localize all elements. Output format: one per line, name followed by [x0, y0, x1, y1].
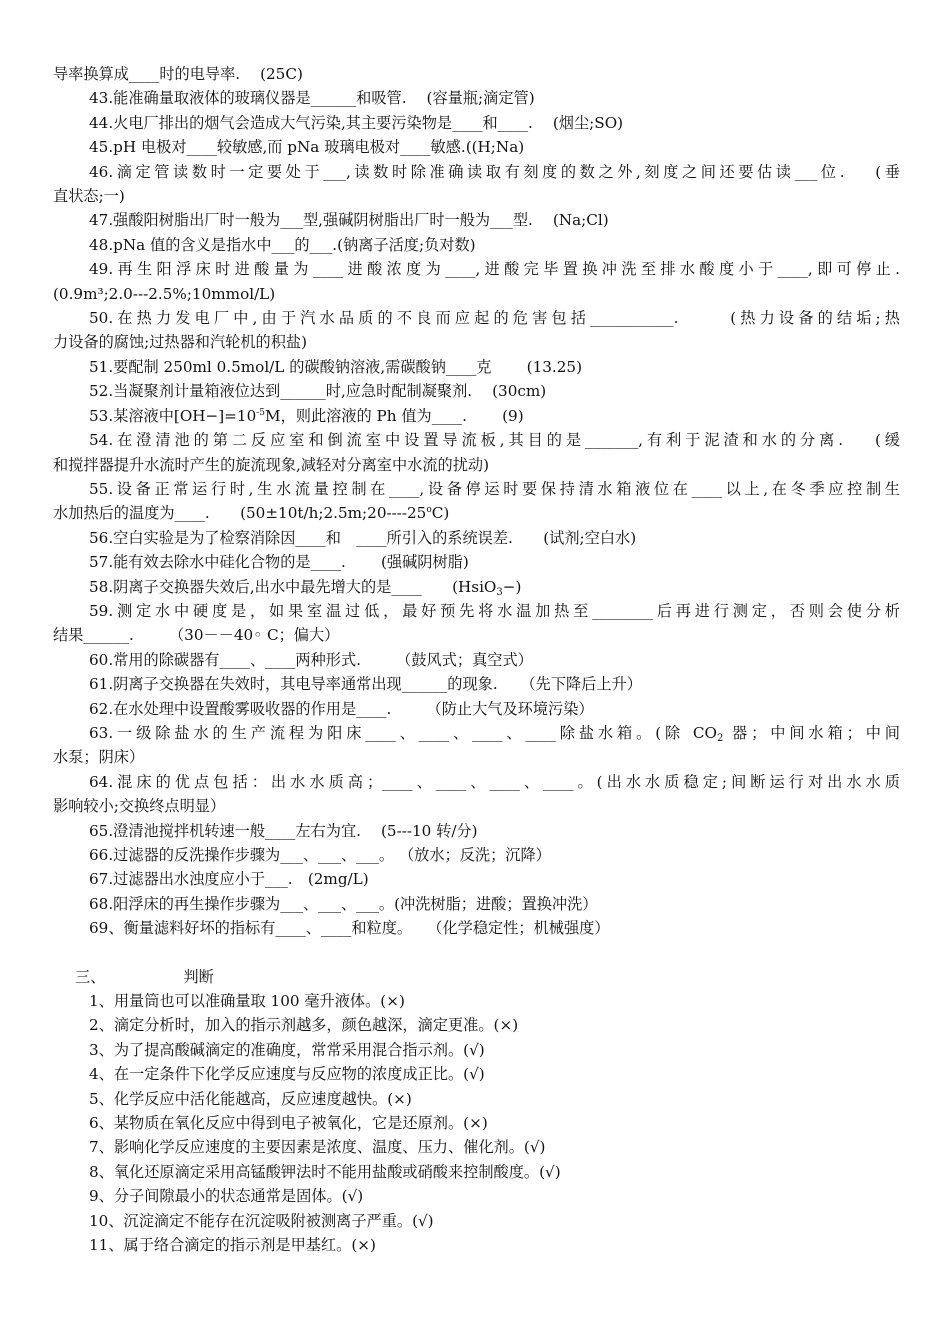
question-line: 60.常用的除碳器有____、____两种形式. （鼓风式；真空式）: [89, 650, 533, 669]
question-block-mid3: [53, 599, 900, 721]
question-line: 44.火电厂排出的烟气会造成大气污染,其主要污染物是____和____. (烟尘;SO): [89, 113, 624, 132]
judgement-item: 1、用量筒也可以准确量取 100 毫升液体。(×): [89, 992, 405, 1011]
question-line: 49.再生阳浮床时进酸量为____进酸浓度为____,进酸完毕置换冲洗至排水酸度小于____,即可停止.: [89, 260, 900, 279]
question-block-top: [53, 62, 900, 404]
question-58-text-end: −): [502, 577, 522, 596]
judgement-item: 2、滴定分析时，加入的指示剂越多，颜色越深，滴定更准。(×): [89, 1016, 519, 1035]
section-heading: [53, 965, 900, 989]
judgement-item: 7、影响化学反应速度的主要因素是浓度、温度、压力、催化剂。(√): [89, 1138, 546, 1157]
question-55-text-end: C): [431, 504, 450, 523]
question-line: 57.能有效去除水中硅化合物的是____. (强碱阴树脂): [89, 553, 469, 572]
question-block-mid4: [53, 745, 900, 940]
question-58: [53, 575, 900, 599]
section-gap: [53, 941, 900, 965]
question-line: 结果______. （30－－40◦ C；偏大）: [53, 626, 340, 645]
question-line: 48.pNa 值的含义是指水中___的___.(钠离子活度;负对数): [89, 235, 476, 254]
question-line: 66.过滤器的反洗操作步骤为___、___、___。 （放水；反洗；沉降）: [89, 846, 551, 864]
section-number: 三、: [75, 967, 106, 986]
question-line: 45.pH 电极对____较敏感,而 pNa 玻璃电极对____敏感.((H;Na): [89, 138, 525, 157]
judgement-item: 11、属于络合滴定的指示剂是甲基红。(×): [89, 1236, 376, 1255]
question-line: 61.阴离子交换器在失效时，其电导率通常出现______的现象. （先下降后上升）: [89, 675, 642, 694]
judgement-item: 6、某物质在氧化反应中得到电子被氧化，它是还原剂。(×): [89, 1114, 488, 1133]
question-63-text-end: 器；中间水箱；中间: [723, 723, 900, 742]
question-line: 50.在热力发电厂中,由于汽水品质的不良而应起的危害包括___________. (热力设备的结垢;热: [89, 309, 900, 328]
question-58-text: 58.阴离子交换器失效后,出水中最先增大的是____ (HsiO: [89, 577, 497, 596]
question-53-text-end: M，则此溶液的 Ph 值为____. (9): [265, 406, 524, 425]
question-block-mid1: [53, 428, 900, 501]
question-line: 64.混床的优点包括：出水水质高；____、____、____、____。(出水水质稳定;间断运行对出水水质: [89, 772, 900, 791]
question-line: 56.空白实验是为了检察消除因____和 ____所引入的系统误差. (试剂;空白水): [89, 528, 637, 547]
question-line: 46.滴定管读数时一定要处于___,读数时除准确读取有刻度的数之外,刻度之间还要估读___位. (垂: [89, 162, 900, 181]
question-63-text: 63.一级除盐水的生产流程为阳床____、____、____、____除盐水箱。(除 CO: [89, 723, 717, 742]
judgement-item: 10、沉淀滴定不能存在沉淀吸附被测离子严重。(√): [89, 1211, 434, 1230]
question-line: 68.阳浮床的再生操作步骤为___、___、___。(冲洗树脂；进酸；置换冲洗）: [89, 894, 598, 913]
question-58-subscript: 3: [496, 586, 503, 598]
question-line: 直状态;一): [53, 187, 125, 206]
question-line: 55.设备正常运行时,生水流量控制在____,设备停运时要保持清水箱液位在____以上,在冬季应控制生: [89, 479, 900, 498]
document-page: [53, 62, 900, 1258]
judgement-item: 5、化学反应中活化能越高，反应速度越快。(×): [89, 1089, 412, 1108]
section-title: 判断: [183, 967, 214, 986]
question-line: 67.过滤器出水浊度应小于___. (2mg/L): [89, 870, 369, 889]
question-line: 力设备的腐蚀;过热器和汽轮机的积盐): [53, 333, 308, 352]
question-55-superscript: o: [426, 505, 432, 516]
question-line: 导率换算成____时的电导率. (25C): [53, 65, 303, 83]
judgement-item: 3、为了提高酸碱滴定的准确度，常常采用混合指示剂。(√): [89, 1040, 485, 1059]
question-line: 62.在水处理中设置酸雾吸收器的作用是____. （防止大气及环境污染）: [89, 699, 594, 718]
question-53-text: 53.某溶液中[OH−]=10: [89, 406, 257, 425]
question-63: [53, 721, 900, 745]
question-63-subscript: 2: [716, 732, 724, 744]
question-line: 水泵；阴床）: [53, 748, 145, 767]
question-line: 59.测定水中硬度是，如果室温过低，最好预先将水温加热至________后再进行测定，否则会使分析: [89, 601, 900, 620]
question-line: 54.在澄清池的第二反应室和倒流室中设置导流板,其目的是_______,有利于泥渣和水的分离. (缓: [89, 431, 900, 450]
question-line: 65.澄清池搅拌机转速一般____左右为宜. (5---10 转/分): [89, 821, 478, 840]
question-line: 52.当凝聚剂计量箱液位达到______时,应急时配制凝聚剂. (30cm): [89, 382, 547, 401]
judgement-item: 8、氧化还原滴定采用高锰酸钾法时不能用盐酸或硝酸来控制酸度。(√): [89, 1162, 561, 1181]
judgement-list: [53, 989, 900, 1257]
judgement-item: 9、分子间隙最小的状态通常是固体。(√): [89, 1187, 364, 1206]
judgement-item: 4、在一定条件下化学反应速度与反应物的浓度成正比。(√): [89, 1065, 485, 1084]
question-53: [53, 404, 900, 428]
question-line: 51.要配制 250ml 0.5mol/L 的碳酸钠溶液,需碳酸钠____克 (13.25): [89, 357, 583, 376]
question-block-mid2: [53, 526, 900, 575]
question-line: 影响较小;交换终点明显）: [53, 797, 226, 816]
question-line: 69、衡量滤料好坏的指标有____、____和粒度。 （化学稳定性；机械强度）: [89, 919, 610, 938]
question-line: 和搅拌器提升水流时产生的旋流现象,减轻对分离室中水流的扰动): [53, 455, 490, 474]
question-line: 43.能准确量取液体的玻璃仪器是______和吸管. (容量瓶;滴定管): [89, 89, 535, 108]
question-55-continuation: [53, 501, 900, 525]
question-line: (0.9m³;2.0---2.5%;10mmol/L): [53, 284, 276, 303]
question-53-superscript: -5: [256, 407, 266, 418]
question-line: 47.强酸阳树脂出厂时一般为___型,强碱阴树脂出厂时一般为___型. (Na;Cl): [89, 211, 609, 230]
question-55-text: 水加热后的温度为____. (50±10t/h;2.5m;20----25: [53, 504, 427, 523]
